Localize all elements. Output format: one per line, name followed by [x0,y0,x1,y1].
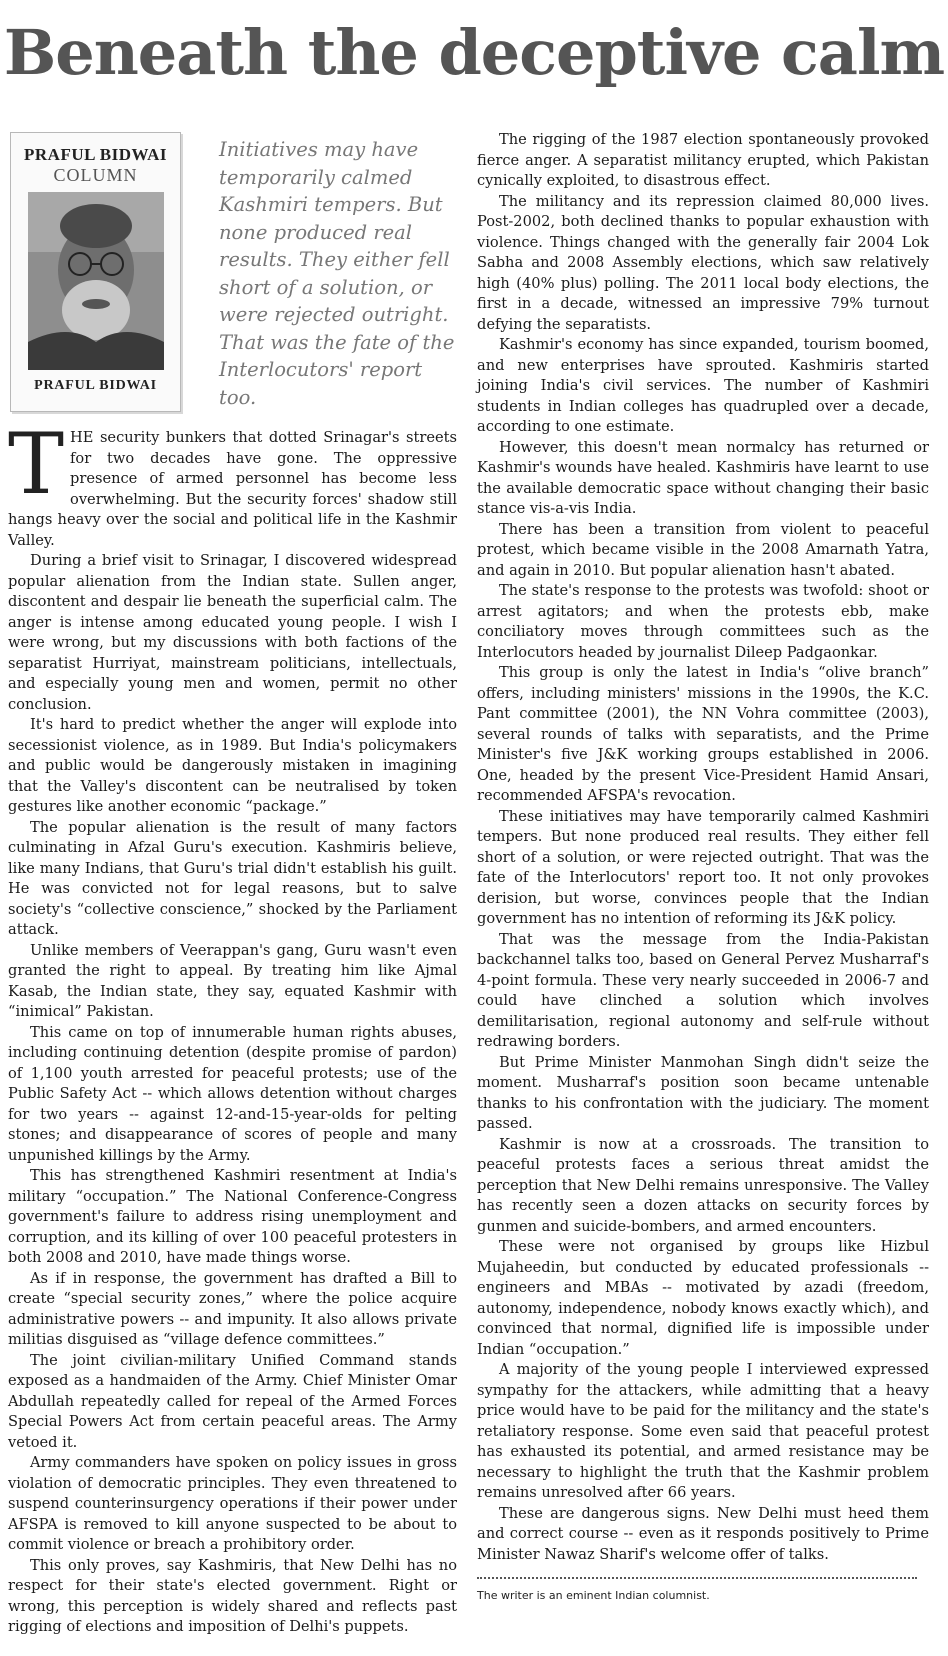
headline: Beneath the deceptive calm [3,16,945,89]
author-name: PRAFUL BIDWAI [24,145,167,164]
paragraph: The rigging of the 1987 election spontaneously provoked fierce anger. A separatist militancy erupted, which Pakistan cynically exploited, to disastrous effect. [477,131,929,189]
article-column-left [8,415,457,1638]
paragraph: However, this doesn't mean normalcy has returned or Kashmir's wounds have healed. Kashmiris have learnt to use the available democratic space without changing their basic stance vis-a-vis India. [477,438,929,517]
paragraph: These were not organised by groups like Hizbul Mujaheedin, but conducted by educated professionals -- engineers and MBAs -- motivated by azadi (freedom, autonomy, independence, nobody knows exactly which), and convinced that normal, dignified life is impossible under Indian “occupation.” [477,1238,929,1358]
paragraph: A majority of the young people I interviewed expressed sympathy for the attackers, while admitting that a heavy price would have to be paid for the militancy and the state's retaliatory response. Some even said that peaceful protest has exhausted its potential, and armed resistance may be necessary to highlight the truth that the Kashmir problem remains unresolved after 66 years. [477,1361,929,1501]
paragraph: As if in response, the government has drafted a Bill to create “special security zones,” where the police acquire administrative powers -- and impunity. It also allows private militias disguised as “village defence committees.” [8,1269,457,1348]
author-photo [28,192,164,370]
paragraph: These are dangerous signs. New Delhi must heed them and correct course -- even as it responds positively to Prime Minister Nawaz Sharif's welcome offer of talks. [477,1504,929,1563]
article-column-right [477,130,929,1602]
drop-cap: T [8,415,65,513]
photo-caption: PRAFUL BIDWAI [34,378,157,393]
author-footnote: The writer is an eminent Indian columnist. [477,1589,710,1602]
paragraph: The popular alienation is the result of many factors culminating in Afzal Guru's execution. Kashmiris believe, like many Indians, that Guru's trial didn't establish his guilt. He was convicted not for legal reasons, but to salve society's “collective conscience,” shocked by the Parliament attack. [8,818,457,938]
paragraph: The joint civilian-military Unified Command stands exposed as a handmaiden of the Army. Chief Minister Omar Abdullah repeatedly called for repeal of the Armed Forces Special Powers Act from certain peaceful areas. The Army vetoed it. [8,1351,457,1451]
paragraph: The state's response to the protests was twofold: shoot or arrest agitators; and when the protests ebb, make conciliatory moves through committees such as the Interlocutors headed by journalist Dileep Padgaonkar. [477,582,929,661]
paragraph: That was the message from the India-Pakistan backchannel talks too, based on General Pervez Musharraf's 4-point formula. These very nearly succeeded in 2006-7 and could have clinched a solution which involves demilitarisation, regional autonomy and self-rule without redrawing borders. [477,930,929,1050]
pull-quote: Initiatives may have temporarily calmed Kashmiri tempers. But none produced real results. They either fell short of a solution, or were rejected outright. That was the fate of the Interlocutors' report too. [219,138,455,409]
lead-text: security bunkers that dotted Srinagar's streets for two decades have gone. The oppressive presence of armed personnel has become less overwhelming. But the security forces' shadow still hangs heavy over the social and political life in the Kashmir Valley. [8,429,457,549]
paragraph: Unlike members of Veerappan's gang, Guru wasn't even granted the right to appeal. By treating him like Ajmal Kasab, the Indian state, they say, equated Kashmir with “inimical” Pakistan. [8,941,457,1020]
paragraph: There has been a transition from violent to peaceful protest, which became visible in the 2008 Amarnath Yatra, and again in 2010. But popular alienation hasn't abated. [477,520,929,579]
lead-paragraph [8,415,457,551]
paragraph: The militancy and its repression claimed 80,000 lives. Post-2002, both declined thanks to popular exhaustion with violence. Things changed with the generally fair 2004 Lok Sabha and 2008 Assembly elections, which saw relatively high (40% plus) polling. The 2011 local body elections, the first in a decade, witnessed an impressive 79% turnout defying the separatists. [477,192,929,333]
author-portrait-image [28,192,164,370]
lead-caps: HE [70,429,94,446]
section-label: COLUMN [53,165,138,185]
paragraph: Kashmir is now at a crossroads. The transition to peaceful protests faces a serious threat amidst the perception that New Delhi remains unresponsive. The Valley has recently seen a dozen attacks on security forces by gunmen and suicide-bombers, and armed encounters. [477,1135,929,1235]
paragraph: These initiatives may have temporarily calmed Kashmiri tempers. But none produced real results. They either fell short of a solution, or were rejected outright. That was the fate of the Interlocutors' report too. It not only provokes derision, but worse, convinces people that the Indian government has no intention of reforming its J&K policy. [477,807,929,927]
paragraph: This only proves, say Kashmiris, that New Delhi has no respect for their state's elected government. Right or wrong, this perception is widely shared and reflects past rigging of elections and imposition of Delhi's puppets. [8,1556,457,1635]
paragraph: This came on top of innumerable human rights abuses, including continuing detention (despite promise of pardon) of 1,100 youth arrested for peaceful protests; use of the Public Safety Act -- which allows detention without charges for two years -- against 12-and-15-year-olds for pelting stones; and disappearance of scores of people and many unpunished killings by the Army. [8,1023,457,1164]
paragraph: But Prime Minister Manmohan Singh didn't seize the moment. Musharraf's position soon became untenable thanks to his confrontation with the judiciary. The moment passed. [477,1053,929,1132]
paragraph: This has strengthened Kashmiri resentment at India's military “occupation.” The National Conference-Congress government's failure to address rising unemployment and corruption, and its killing of over 100 peaceful protesters in both 2008 and 2010, have made things worse. [8,1167,457,1266]
paragraph: This group is only the latest in India's “olive branch” offers, including ministers' missions in the 1990s, the K.C. Pant committee (2001), the NN Vohra committee (2003), several rounds of talks with separatists, and the Prime Minister's five J&K working groups established in 2006. One, headed by the present Vice-President Hamid Ansari, recommended AFSPA's revocation. [477,664,929,804]
paragraph: During a brief visit to Srinagar, I discovered widespread popular alienation from the Indian state. Sullen anger, discontent and despair lie beneath the superficial calm. The anger is intense among educated young people. I wish I were wrong, but my discussions with both factions of the separatist Hurriyat, mainstream politicians, intellectuals, and especially young men and women, permit no other conclusion. [8,552,457,713]
byline-box [10,132,181,412]
paragraph: Kashmir's economy has since expanded, tourism boomed, and new enterprises have sprouted. Kashmiris started joining India's civil services. The number of Kashmiri students in Indian colleges has quadrupled over a decade, according to one estimate. [477,336,929,435]
paragraph: It's hard to predict whether the anger will explode into secessionist violence, as in 1989. But India's policymakers and public would be dangerously mistaken in imagining that the Valley's discontent can be neutralised by token gestures like another economic “package.” [8,716,457,815]
divider-rule [477,1577,917,1579]
paragraph: Army commanders have spoken on policy issues in gross violation of democratic principles. They even threatened to suspend counterinsurgency operations if their power under AFSPA is removed to kill anyone suspected to be about to commit violence or breach a prohibitory order. [8,1454,457,1553]
